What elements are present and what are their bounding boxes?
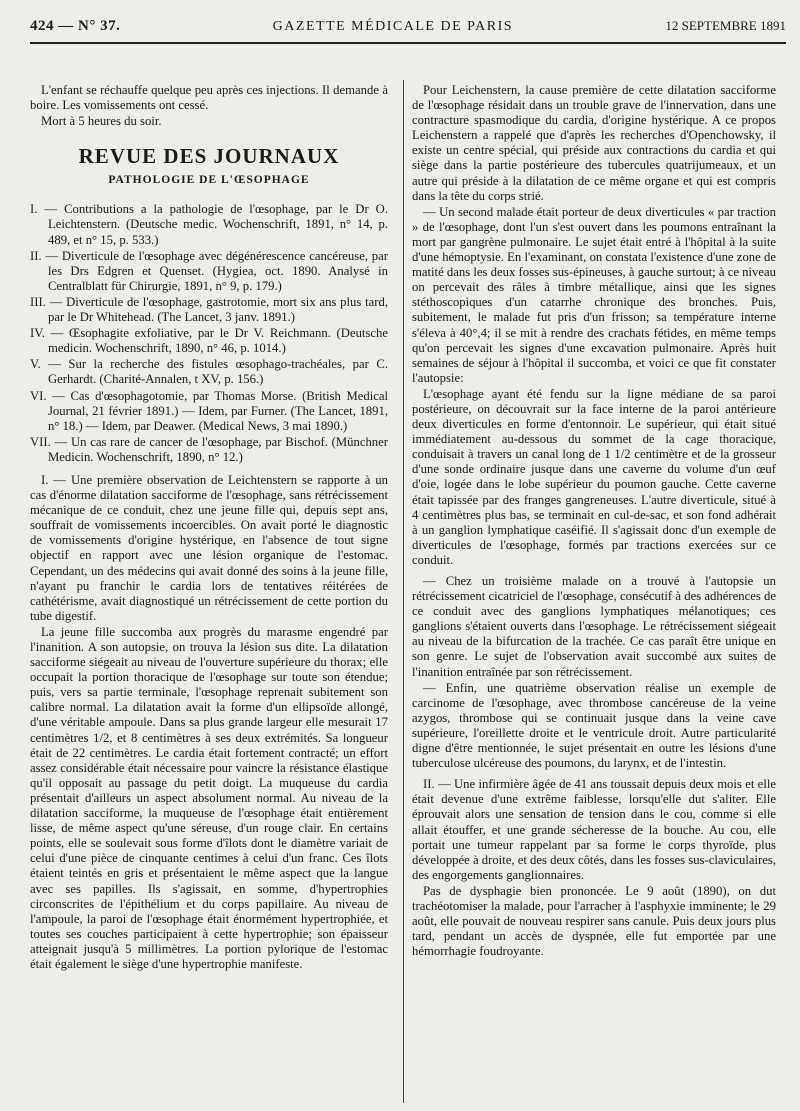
paragraph: L'enfant se réchauffe quelque peu après ces injections. Il demande à boire. Les vomissements ont cessé. <box>30 83 388 113</box>
paragraph: Mort à 5 heures du soir. <box>41 114 162 129</box>
paragraph: — Enfin, une quatrième observation réalise un exemple de carcinome de l'œsophage, avec thrombose cancéreuse de la veine azygos, thrombose qui se continuait jusque dans la veine cave supérieure, l'oreillette droite et le ventricule droit. Autre particularité digne d'être mentionnée, le sujet présentait en outre les lésions d'une tuberculose ulcéreuse des poumons, du larynx, et de l'intestin. <box>412 680 776 771</box>
reference-item: VI. — Cas d'œsophagotomie, par Thomas Morse. (British Medical Journal, 21 février 1891.) — Idem, par Furner. (The Lancet, 1891, n° 18.) — Idem, par Deawer. (Medical News, 3 mai 1890.) <box>30 388 388 433</box>
paragraph: Pour Leichenstern, la cause première de cette dilatation sacciforme de l'œsophage résidait dans un trouble grave de l'innervation, dans une contracture spasmodique du cardia, d'origine hystérique. A ce propos Leichenstern a rappelé que d'après les recherches d'Openchowsky, il existe un centre spécial, qui préside aux contractions du cardia et qui siège dans la partie postérieure des tubercules quatrijumeaux, et un autre qui préside à la dilatation de ce même organe et qui est compris dans la tête du corps strié. <box>412 83 776 203</box>
paragraph: L'œsophage ayant été fendu sur la ligne médiane de sa paroi postérieure, on découvrait sur la face interne de la paroi antérieure deux diverticules en forme d'entonnoir. Le supérieur, qui était situé immédiatement au-dessous du sommet de la cage thoracique, conduisait à travers un canal long de 1 1/2 centimètre et de la grosseur d'une sonde ordinaire jusque dans une caverne du volume d'un œuf d'oie, logée dans le lobe supérieur du poumon gauche. Cette caverne était tapissée par des franges gangreneuses. L'autre diverticule, situé à 4 centimètres plus bas, se terminait en cul-de-sac, et son fond adhérait à un ganglion lymphatique caséifié. Il s'agissait donc d'un exemple de diverticules de l'œsophage, formés par tractions exercées sur ce conduit. <box>412 386 776 567</box>
column-divider <box>403 80 404 1103</box>
issue-date: 12 SEPTEMBRE 1891 <box>665 18 786 33</box>
paragraph: II. — Une infirmière âgée de 41 ans toussait depuis deux mois et elle était devenue d'une extrême faiblesse, lorsqu'elle dut s'aliter. Elle éprouvait alors une sensation de tension dans le cou, comme si elle allait étouffer, et une grande sécheresse de la bouche. Au cou, elle portait une tumeur rappelant par sa forme le corps thyroïde, plus développée à droite, et des deux côtés, dans les fosses sus-claviculaires, des engorgements ganglionnaires. <box>412 777 776 882</box>
subsection-heading: PATHOLOGIE DE L'ŒSOPHAGE <box>108 174 310 187</box>
paragraph: La jeune fille succomba aux progrès du marasme engendré par l'inanition. A son autopsie, on trouva la lésion sus dite. La dilatation sacciforme siégeait au niveau de l'ouverture supérieure du thorax; elle occupait la portion thoracique de l'œsophage sur toute son étendue; puis, vers sa partie terminale, l'œsophage reprenait subitement son calibre normal. La dilatation avait la forme d'un ellipsoïde allongé, d'une véritable ampoule. Dans sa plus grande largeur elle mesurait 17 centimètres 1/2, et 8 centimètres à ses deux extrémités. Sa longueur était de 22 centimètres. Le cardia était fortement contracté; un effort assez considérable était nécessaire pour vaincre la résistance élastique qu'il opposait au passage du petit doigt. La muqueuse du cardia présentait d'ailleurs un aspect absolument normal. Au niveau de la dilatation sacciforme, la muqueuse de l'œsophage était entièrement lisse, de même aspect qu'une séreuse, d'un rouge clair. En certains points, elle se soulevait sous forme d'îlots dont le diamètre variait de celui d'une pièce de cinquante centimes à celui d'un franc. Ces îlots étaient teintés en gris et présentaient le même aspect que la langue avec ses papilles. Ils s'agissait, en somme, d'hypertrophies circonscrites de l'épithélium et du corps papillaire. Au niveau de l'ampoule, la paroi de l'œsophage était énormément hypertrophiée, et toutes ses couches participaient à cette hypertrophie; son épaisseur atteignait jusqu'à 5 millimètres. La portion pylorique de l'estomac était également le siège d'une hypertrophie manifeste. <box>30 624 388 971</box>
reference-item: VII. — Un cas rare de cancer de l'œsophage, par Bischof. (Münchner Medicin. Wochenschrift, 1890, n° 12.) <box>30 434 388 464</box>
page-number: 424 — N° 37. <box>30 18 121 34</box>
reference-item: II. — Diverticule de l'œsophage avec dégénérescence cancéreuse, par les Drs Edgren et Quenset. (Hygiea, oct. 1890. Analysé in Centralblatt für Chirurgie, 1891, n° 9, p. 179.) <box>30 248 388 293</box>
journal-masthead: GAZETTE MÉDICALE DE PARIS <box>272 19 514 34</box>
header-rule <box>30 42 786 44</box>
paragraph: I. — Une première observation de Leichtenstern se rapporte à un cas d'énorme dilatation sacciforme de l'œsophage, sans rétrécissement mécanique de ce conduit, chez une jeune fille qui, depuis sept ans, souffrait de vomissements incoercibles. On avait porté le diagnostic de vomissements d'origine hystérique, en l'absence de tout signe objectif en rapport avec une lésion organique de l'estomac. Cependant, un des médecins qui avait donné des soins à la jeune fille, n'ayant pu franchir le cardia lors de tentatives réitérées de cathétérisme, avait diagnostiqué un rétrécissement de cette portion du tube digestif. <box>30 472 388 623</box>
reference-item: I. — Contributions a la pathologie de l'œsophage, par le Dr O. Leichtenstern. (Deutsche medic. Wochenschrift, 1891, n° 14, p. 489, et n° 15, p. 533.) <box>30 202 388 247</box>
paragraph: — Chez un troisième malade on a trouvé à l'autopsie un rétrécissement cicatriciel de l'œsophage, consécutif à des adhérences de ce conduit avec des ganglions lymphatiques mélanotiques; ces ganglions s'étaient ouverts dans l'œsophage. Le rétrécissement siégeait au niveau de la bifurcation de la trachée. Ce cas paraît être unique en son genre. Le sujet de l'observation avait succombé aux suites de l'inanition entraînée par son rétrécissement. <box>412 574 776 679</box>
right-column <box>412 83 776 960</box>
page-header <box>30 18 786 40</box>
reference-item: IV. — Œsophagite exfoliative, par le Dr V. Reichmann. (Deutsche medicin. Wochenschrift, 1890, n° 46, p. 1014.) <box>30 326 388 356</box>
reference-item: III. — Diverticule de l'œsophage, gastrotomie, mort six ans plus tard, par le Dr Whitehead. (The Lancet, 3 janv. 1891.) <box>30 294 388 325</box>
section-heading: REVUE DES JOURNAUX <box>78 144 340 169</box>
reference-list <box>30 202 388 465</box>
paragraph: Pas de dysphagie bien prononcée. Le 9 août (1890), on dut trachéotomiser la malade, pour l'arracher à l'asphyxie imminente; le 29 août, elle pouvait de nouveau respirer sans canule. Puis deux jours plus tard, pendant un accès de dyspnée, elle fut emportée par une hémorrhagie foudroyante. <box>412 883 776 959</box>
reference-item: V. — Sur la recherche des fistules œsophago-trachéales, par C. Gerhardt. (Charité-Annalen, t XV, p. 156.) <box>30 357 388 387</box>
paragraph: — Un second malade était porteur de deux diverticules « par traction » de l'œsophage, dont l'un s'est ouvert dans les poumons entraînant la mort par gangrène pulmonaire. Le sujet était entré à l'hôpital à la suite d'une hémoptysie. En l'examinant, on constata l'existence d'une zone de matité dans les deux fosses sus-épineuses, à gauche surtout; à ce niveau on percevait des râles à timbre métallique, ainsi que les signes stéthoscopiques d'un catarrhe chronique des bronches. Puis, subitement, le malade fut pris d'un frisson; sa température interne s'éleva à 40°,4; il se mit à rendre des crachats fétides, en même temps qu'on percevait les signes d'une excavation pulmonaire. Après huit semaines de séjour à l'hôpital il succomba, et voici ce que fit constater l'autopsie: <box>412 204 776 385</box>
left-column <box>30 83 388 973</box>
